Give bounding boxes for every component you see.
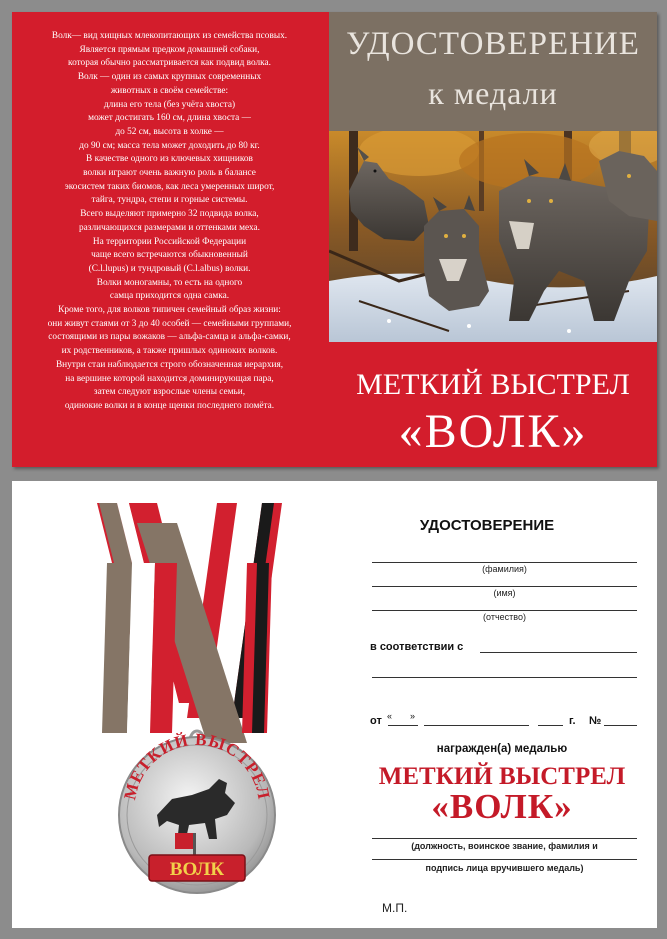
according-line-2[interactable] (372, 677, 637, 678)
according-line[interactable] (480, 652, 637, 653)
name-caption: (имя) (493, 588, 516, 598)
certificate-cover (12, 12, 657, 467)
description-line: различающихся размерами и оттенками меха. (79, 222, 260, 233)
form-medal-name: МЕТКИЙ ВЫСТРЕЛ (378, 763, 626, 790)
description-line: (C.l.lupus) и тундровый (C.l.albus) волки. (88, 263, 251, 274)
description-line: состоящими из пары вожаков — альфа-самца и альфа-самки, (48, 332, 291, 343)
description-line: тайга, тундра, степи и горные системы. (91, 195, 248, 206)
cover-title-band (329, 12, 657, 131)
year-label: г. (569, 715, 576, 727)
form-title: УДОСТОВЕРЕНИЕ (419, 517, 555, 534)
description-line: Является прямым предком домашней собаки, (79, 44, 260, 55)
medal-plate-text: ВОЛК (169, 859, 225, 880)
description-line: Всего выделяют примерно 32 подвида волка, (80, 209, 259, 220)
wolves-painting (329, 131, 657, 342)
description-line: на вершине которой находится доминирующая пара, (65, 373, 274, 384)
description-line: Волк— вид хищных млекопитающих из семейства псовых. (51, 31, 288, 41)
date-day-line[interactable] (388, 725, 418, 726)
awarded-label: награжден(а) медалью (436, 743, 568, 755)
description-line: волки играют очень важную роль в балансе (83, 168, 256, 179)
description-line: Кроме того, для волков типичен семейный образ жизни: (58, 305, 281, 316)
signer-line[interactable] (372, 838, 637, 839)
surname-caption: (фамилия) (482, 564, 527, 574)
description-line: одинокие волки и в конце щенки последнего помёта. (64, 400, 275, 411)
description-line: их родственников, а также пришлых одиноких волков. (61, 346, 278, 357)
date-quote-close: » (410, 711, 416, 721)
description-line: самца приходится одна самка. (109, 291, 230, 302)
description-line: до 90 см; масса тела может доходить до 80 кг. (79, 140, 260, 151)
form-wolf-name: «ВОЛК» (431, 787, 573, 826)
medal-with-ribbon (97, 503, 297, 923)
award-form (352, 481, 652, 928)
description-line: Внутри стаи наблюдается строго обозначенная иерархия, (55, 359, 284, 370)
signer-line-2[interactable] (372, 859, 637, 860)
description-line: они живут стаями от 3 до 40 особей — семейными группами, (47, 318, 292, 329)
description-line: чаще всего встречаются обыкновенный (91, 250, 248, 261)
cover-subtitle: к медали (428, 75, 558, 111)
patronymic-line[interactable] (372, 610, 637, 611)
date-month-line[interactable] (424, 725, 529, 726)
description-line: Волк — один из самых крупных современных (77, 72, 262, 83)
wolf-description-text (22, 30, 317, 414)
description-line: до 52 см, высота в холке — (115, 126, 224, 137)
cover-title: УДОСТОВЕРЕНИЕ (346, 26, 640, 62)
number-line[interactable] (604, 725, 637, 726)
description-line: Волки моногамны, то есть на одного (96, 277, 243, 288)
patronymic-caption: (отчество) (483, 612, 526, 622)
stamp-label: М.П. (382, 901, 408, 915)
description-line: может достигать 160 см, длина хвоста — (88, 113, 251, 124)
number-label: № (589, 715, 602, 727)
cover-medal-name: МЕТКИЙ ВЫСТРЕЛ (356, 368, 630, 401)
surname-line[interactable] (372, 562, 637, 563)
medal-arc-text: МЕТКИЙ ВЫСТРЕЛ (120, 729, 274, 802)
wolf-description-panel (12, 12, 327, 467)
name-line[interactable] (372, 586, 637, 587)
date-year-line[interactable] (538, 725, 563, 726)
signer-caption-1: (должность, воинское звание, фамилия и (411, 841, 598, 851)
description-line: затем следуют взрослые члены семьи, (93, 387, 246, 398)
description-line: экосистем таких биомов, как леса умеренных широт, (64, 181, 275, 192)
description-line: длина его тела (без учёта хвоста) (103, 99, 236, 110)
description-line: На территории Российской Федерации (92, 236, 247, 247)
signer-caption-2: подпись лица вручившего медаль) (425, 863, 584, 873)
certificate-inner-page (12, 481, 657, 928)
according-label: в соответствии с (370, 641, 464, 653)
date-from-label: от (370, 715, 382, 727)
description-line: В качестве одного из ключевых хищников (86, 154, 253, 165)
description-line: которая обычно рассматривается как подвид волка. (68, 58, 271, 69)
cover-wolf-name: «ВОЛК» (398, 405, 588, 458)
cover-title-panel (329, 12, 657, 467)
description-line: животных в своём семействе: (110, 85, 229, 96)
date-quote-open: « (387, 711, 393, 721)
